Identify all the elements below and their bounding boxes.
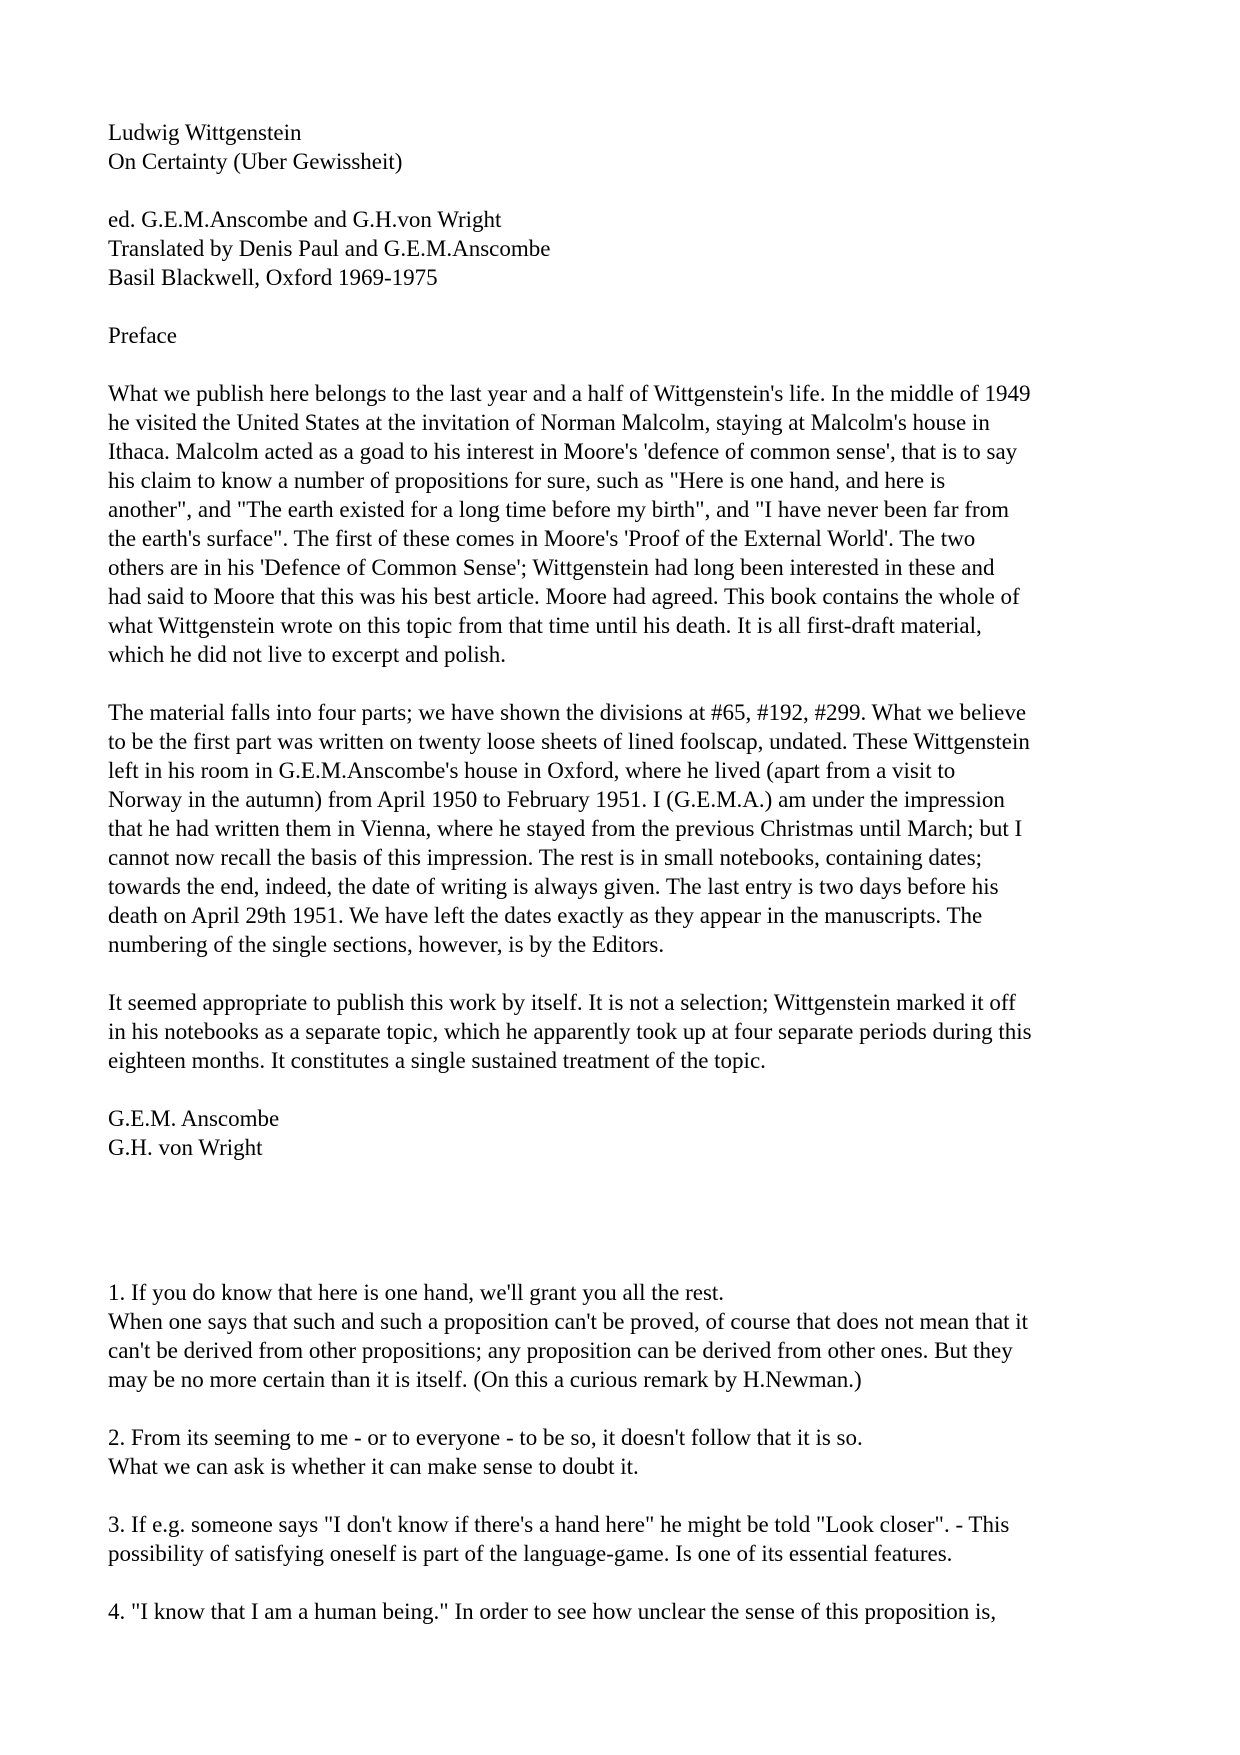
text-line: possibility of satisfying oneself is part of the language-game. Is one of its essential features.	[108, 1541, 953, 1566]
section-4	[108, 1597, 1150, 1626]
preface-paragraph-1	[108, 379, 1150, 669]
text-line: may be no more certain than it is itself. (On this a curious remark by H.Newman.)	[108, 1367, 862, 1392]
text-line: cannot now recall the basis of this impression. The rest is in small notebooks, containing dates;	[108, 845, 983, 870]
preface-paragraph-3	[108, 988, 1150, 1075]
text-line: to be the first part was written on twenty loose sheets of lined foolscap, undated. These Wittgenstein	[108, 729, 1030, 754]
text-line: G.H. von Wright	[108, 1135, 263, 1160]
text-line: his claim to know a number of propositions for sure, such as "Here is one hand, and here is	[108, 468, 946, 493]
text-line: eighteen months. It constitutes a single sustained treatment of the topic.	[108, 1048, 766, 1073]
text-line: Ludwig Wittgenstein	[108, 120, 302, 145]
text-line: ed. G.E.M.Anscombe and G.H.von Wright	[108, 207, 502, 232]
text-line: had said to Moore that this was his best article. Moore had agreed. This book contains the whole of	[108, 584, 1020, 609]
text-line: in his notebooks as a separate topic, which he apparently took up at four separate periods during this	[108, 1019, 1032, 1044]
text-line: Ithaca. Malcolm acted as a goad to his interest in Moore's 'defence of common sense', that is to say	[108, 439, 1018, 464]
text-line: which he did not live to excerpt and polish.	[108, 642, 506, 667]
section-2	[108, 1423, 1150, 1481]
text-line: 4. "I know that I am a human being." In order to see how unclear the sense of this proposition is,	[108, 1599, 997, 1624]
text-line: Basil Blackwell, Oxford 1969-1975	[108, 265, 438, 290]
text-line: What we can ask is whether it can make sense to doubt it.	[108, 1454, 639, 1479]
text-line: he visited the United States at the invitation of Norman Malcolm, staying at Malcolm's house in	[108, 410, 990, 435]
text-line: What we publish here belongs to the last year and a half of Wittgenstein's life. In the middle of 1949	[108, 381, 1031, 406]
text-line: death on April 29th 1951. We have left the dates exactly as they appear in the manuscripts. The	[108, 903, 983, 928]
text-line: the earth's surface". The first of these comes in Moore's 'Proof of the External World'. The two	[108, 526, 976, 551]
preface-heading: Preface	[108, 323, 177, 348]
text-line: can't be derived from other propositions; any proposition can be derived from other ones. But they	[108, 1338, 1013, 1363]
text-line: numbering of the single sections, however, is by the Editors.	[108, 932, 665, 957]
text-line: Norway in the autumn) from April 1950 to February 1951. I (G.E.M.A.) am under the impression	[108, 787, 1005, 812]
text-line: left in his room in G.E.M.Anscombe's house in Oxford, where he lived (apart from a visit to	[108, 758, 956, 783]
text-line: what Wittgenstein wrote on this topic from that time until his death. It is all first-draft material,	[108, 613, 982, 638]
preface-paragraph-2	[108, 698, 1150, 959]
edition-block	[108, 205, 1150, 292]
text-line: It seemed appropriate to publish this work by itself. It is not a selection; Wittgenstein marked it off	[108, 990, 1016, 1015]
text-line: 3. If e.g. someone says "I don't know if there's a hand here" he might be told "Look closer". - This	[108, 1512, 1010, 1537]
text-line: towards the end, indeed, the date of writing is always given. The last entry is two days before his	[108, 874, 999, 899]
text-line: that he had written them in Vienna, where he stayed from the previous Christmas until March; but I	[108, 816, 1023, 841]
text-line: G.E.M. Anscombe	[108, 1106, 280, 1131]
text-line: 1. If you do know that here is one hand, we'll grant you all the rest.	[108, 1280, 725, 1305]
text-line: The material falls into four parts; we have shown the divisions at #65, #192, #299. What we believe	[108, 700, 1027, 725]
section-3	[108, 1510, 1150, 1568]
signature-block	[108, 1104, 1150, 1162]
text-line: On Certainty (Uber Gewissheit)	[108, 149, 403, 174]
section-1	[108, 1278, 1150, 1394]
text-line: 2. From its seeming to me - or to everyone - to be so, it doesn't follow that it is so.	[108, 1425, 863, 1450]
title-block	[108, 118, 1150, 176]
text-line: others are in his 'Defence of Common Sense'; Wittgenstein had long been interested in these and	[108, 555, 995, 580]
text-line: When one says that such and such a proposition can't be proved, of course that does not mean that it	[108, 1309, 1029, 1334]
text-line: another", and "The earth existed for a long time before my birth", and "I have never been far from	[108, 497, 1009, 522]
text-line: Translated by Denis Paul and G.E.M.Anscombe	[108, 236, 551, 261]
